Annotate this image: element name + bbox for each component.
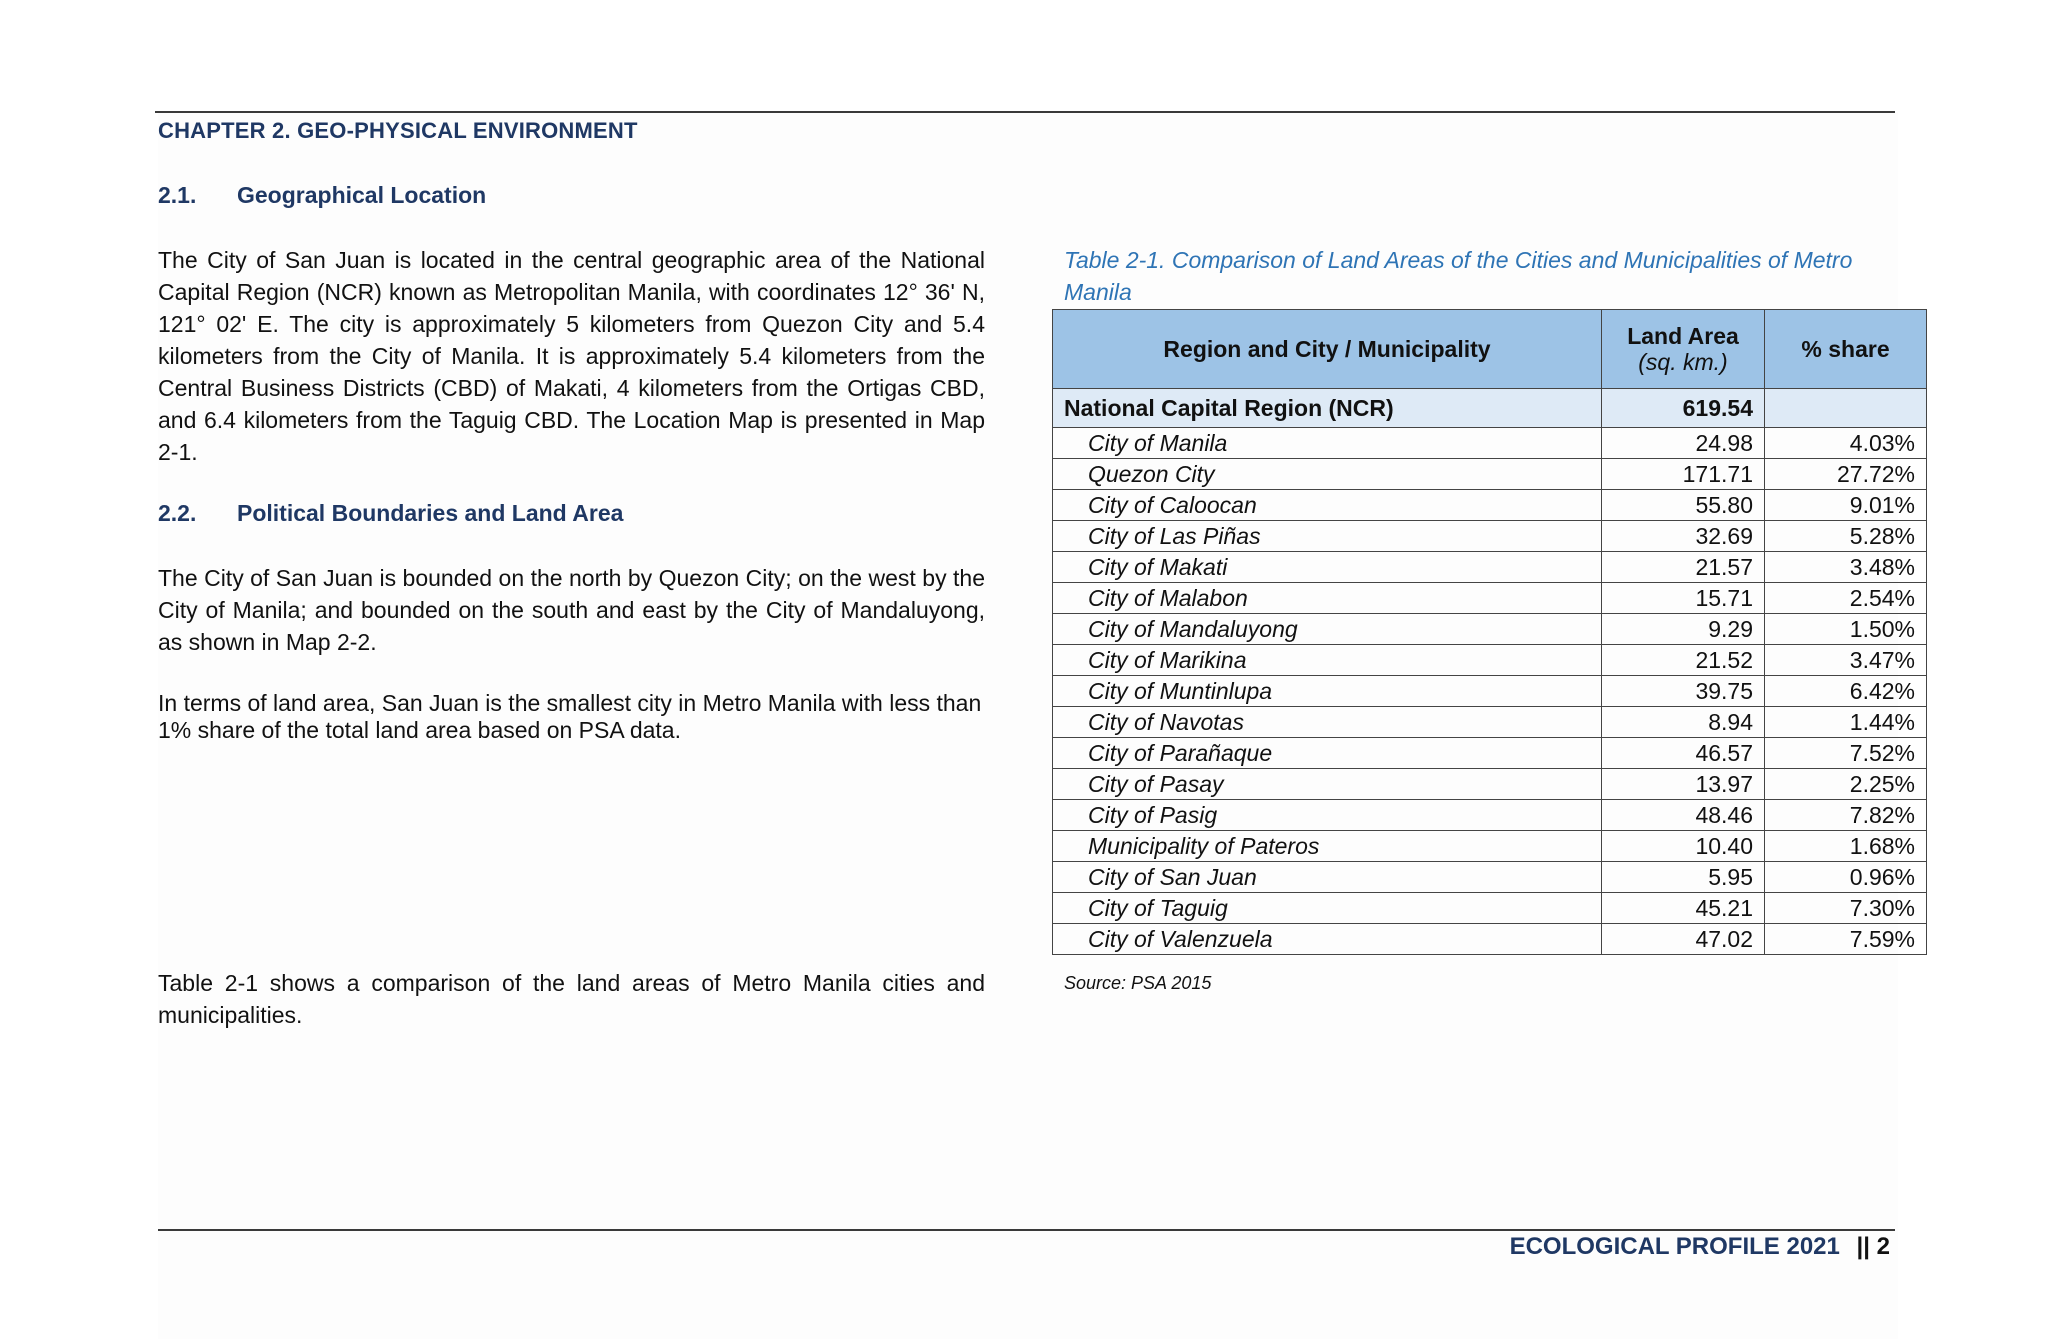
table-row <box>1053 738 1927 769</box>
cell-name: Quezon City <box>1053 459 1602 490</box>
cell-name: City of Valenzuela <box>1053 924 1602 955</box>
cell-area: 9.29 <box>1602 614 1765 645</box>
table-row-total <box>1053 389 1927 428</box>
cell-name: City of Makati <box>1053 552 1602 583</box>
cell-share: 2.54% <box>1765 583 1927 614</box>
land-area-table <box>1052 309 1927 955</box>
cell-area: 21.57 <box>1602 552 1765 583</box>
cell-name: City of Pasig <box>1053 800 1602 831</box>
table-row <box>1053 645 1927 676</box>
paragraph-boundaries: The City of San Juan is bounded on the north by Quezon City; on the west by the City of Manila; and bounded on the south and east by the City of Mandaluyong, as shown in Map 2-2. <box>158 565 985 655</box>
cell-name: City of Muntinlupa <box>1053 676 1602 707</box>
cell-area: 171.71 <box>1602 459 1765 490</box>
table-row <box>1053 459 1927 490</box>
paragraph-land-area: In terms of land area, San Juan is the smallest city in Metro Manila with less than 1% share of the total land area based on PSA data. <box>158 690 982 743</box>
chapter-heading: CHAPTER 2. GEO-PHYSICAL ENVIRONMENT <box>158 118 638 143</box>
section-number: 2.2. <box>158 500 197 526</box>
section-title: Geographical Location <box>237 182 487 208</box>
table-row <box>1053 924 1927 955</box>
cell-share: 7.82% <box>1765 800 1927 831</box>
cell-share <box>1765 389 1927 428</box>
section-heading-political-boundaries <box>158 500 623 527</box>
cell-area: 39.75 <box>1602 676 1765 707</box>
cell-name: City of Pasay <box>1053 769 1602 800</box>
table-row <box>1053 800 1927 831</box>
cell-area: 619.54 <box>1602 389 1765 428</box>
section-number: 2.1. <box>158 182 197 208</box>
cell-name: Municipality of Pateros <box>1053 831 1602 862</box>
section-heading-geographical-location <box>158 182 486 209</box>
table-row <box>1053 707 1927 738</box>
header-rule <box>155 111 1895 113</box>
cell-area: 46.57 <box>1602 738 1765 769</box>
cell-share: 9.01% <box>1765 490 1927 521</box>
cell-area: 55.80 <box>1602 490 1765 521</box>
cell-share: 4.03% <box>1765 428 1927 459</box>
footer-rule <box>158 1229 1895 1231</box>
cell-share: 0.96% <box>1765 862 1927 893</box>
cell-name: National Capital Region (NCR) <box>1053 389 1602 428</box>
cell-name: City of Caloocan <box>1053 490 1602 521</box>
table-row <box>1053 831 1927 862</box>
cell-share: 6.42% <box>1765 676 1927 707</box>
table-row <box>1053 614 1927 645</box>
table-row <box>1053 893 1927 924</box>
table-row <box>1053 769 1927 800</box>
cell-area: 8.94 <box>1602 707 1765 738</box>
cell-share: 3.48% <box>1765 552 1927 583</box>
table-row <box>1053 428 1927 459</box>
page-number: 2 <box>1876 1233 1890 1260</box>
cell-share: 5.28% <box>1765 521 1927 552</box>
cell-share: 7.52% <box>1765 738 1927 769</box>
header-share: % share <box>1765 310 1927 389</box>
footer-separator: || <box>1856 1233 1870 1260</box>
cell-name: City of Mandaluyong <box>1053 614 1602 645</box>
cell-name: City of Taguig <box>1053 893 1602 924</box>
table-caption: Table 2-1. Comparison of Land Areas of the Cities and Municipalities of Metro Manila <box>1064 247 1853 305</box>
table-header-row <box>1053 310 1927 389</box>
cell-name: City of Parañaque <box>1053 738 1602 769</box>
cell-share: 7.30% <box>1765 893 1927 924</box>
cell-area: 15.71 <box>1602 583 1765 614</box>
cell-area: 13.97 <box>1602 769 1765 800</box>
table-row <box>1053 583 1927 614</box>
cell-area: 5.95 <box>1602 862 1765 893</box>
cell-area: 21.52 <box>1602 645 1765 676</box>
cell-share: 1.44% <box>1765 707 1927 738</box>
table-row <box>1053 862 1927 893</box>
cell-name: City of San Juan <box>1053 862 1602 893</box>
cell-area: 10.40 <box>1602 831 1765 862</box>
cell-name: City of Marikina <box>1053 645 1602 676</box>
cell-name: City of Las Piñas <box>1053 521 1602 552</box>
header-land-area <box>1602 310 1765 389</box>
header-land-area-label: Land Area <box>1627 323 1739 349</box>
cell-area: 24.98 <box>1602 428 1765 459</box>
table-source: Source: PSA 2015 <box>1064 973 1212 993</box>
table-row <box>1053 552 1927 583</box>
paragraph-table-reference: Table 2-1 shows a comparison of the land areas of Metro Manila cities and municipalities. <box>158 970 985 1028</box>
cell-share: 7.59% <box>1765 924 1927 955</box>
section-title: Political Boundaries and Land Area <box>237 500 624 526</box>
cell-share: 27.72% <box>1765 459 1927 490</box>
cell-share: 2.25% <box>1765 769 1927 800</box>
cell-share: 3.47% <box>1765 645 1927 676</box>
footer-label: ECOLOGICAL PROFILE 2021 <box>1509 1233 1840 1260</box>
table-row <box>1053 521 1927 552</box>
header-region: Region and City / Municipality <box>1053 310 1602 389</box>
header-land-area-unit: (sq. km.) <box>1638 349 1728 375</box>
cell-share: 1.68% <box>1765 831 1927 862</box>
paragraph-geographical-location: The City of San Juan is located in the central geographic area of the National Capital Region (NCR) known as Metropolitan Manila, with coordinates 12° 36' N, 121° 02' E. The city is approximately 5 kilometers from Quezon City and 5.4 kilometers from the City of Manila. It is approximately 5.4 kilometers from the Central Business Districts (CBD) of Makati, 4 kilometers from the Ortigas CBD, and 6.4 kilometers from the Taguig CBD. The Location Map is presented in Map 2-1. <box>158 247 985 465</box>
cell-share: 1.50% <box>1765 614 1927 645</box>
cell-name: City of Malabon <box>1053 583 1602 614</box>
cell-name: City of Manila <box>1053 428 1602 459</box>
cell-area: 32.69 <box>1602 521 1765 552</box>
cell-name: City of Navotas <box>1053 707 1602 738</box>
page-footer <box>1510 1233 1890 1261</box>
cell-area: 45.21 <box>1602 893 1765 924</box>
table-row <box>1053 490 1927 521</box>
cell-area: 47.02 <box>1602 924 1765 955</box>
cell-area: 48.46 <box>1602 800 1765 831</box>
table-row <box>1053 676 1927 707</box>
